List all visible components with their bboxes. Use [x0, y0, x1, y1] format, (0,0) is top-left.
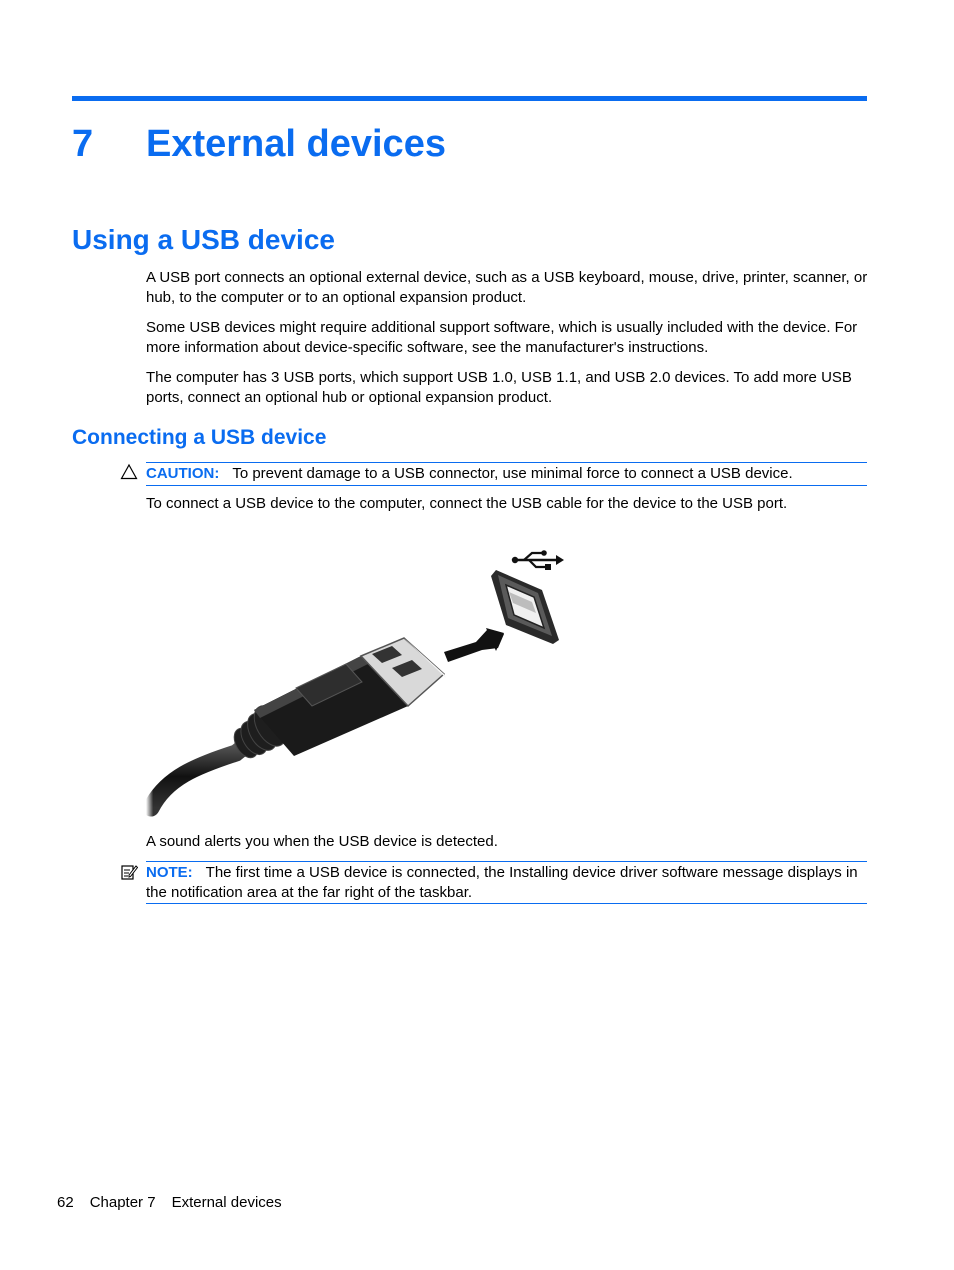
page-footer [57, 1193, 298, 1212]
section-title: Using a USB device [72, 224, 335, 255]
note-box [146, 861, 867, 904]
section-paragraph-1: A USB port connects an optional external device, such as a USB keyboard, mouse, drive, printer, scanner, or hub, to the computer or to an optional expansion product. [146, 269, 868, 306]
usb-figure [146, 538, 566, 818]
chapter-top-rule [72, 96, 867, 101]
footer-chapter-label: Chapter 7 [89, 1194, 156, 1211]
caution-text: To prevent damage to a USB connector, use minimal force to connect a USB device. [232, 465, 793, 482]
usb-connector-icon [254, 638, 446, 756]
after-figure-text: A sound alerts you when the USB device is detected. [146, 833, 498, 850]
instruction-text: To connect a USB device to the computer, connect the USB cable for the device to the USB port. [146, 495, 788, 512]
note-label: NOTE: [146, 864, 193, 881]
note-text: The first time a USB device is connected, the Installing device driver software message displays in the notification area at the far right of the taskbar. [146, 864, 858, 901]
arrow-icon [444, 628, 504, 662]
section-paragraph-2: Some USB devices might require additional support software, which is usually included with the device. For more information about device-specific software, see the manufacturer's instructions. [146, 319, 858, 356]
caution-box [146, 462, 867, 486]
section-paragraph-3: The computer has 3 USB ports, which support USB 1.0, USB 1.1, and USB 2.0 devices. To add more USB ports, connect an optional hub or optional expansion product. [146, 369, 852, 406]
subsection-title: Connecting a USB device [72, 426, 327, 449]
page-number: 62 [57, 1194, 74, 1211]
caution-label: CAUTION: [146, 465, 220, 482]
footer-chapter-title: External devices [171, 1194, 282, 1211]
chapter-number: 7 [72, 123, 94, 165]
caution-triangle-icon [120, 463, 138, 481]
usb-symbol-icon [512, 550, 564, 570]
chapter-title: External devices [146, 123, 446, 165]
note-pencil-icon [120, 863, 138, 881]
